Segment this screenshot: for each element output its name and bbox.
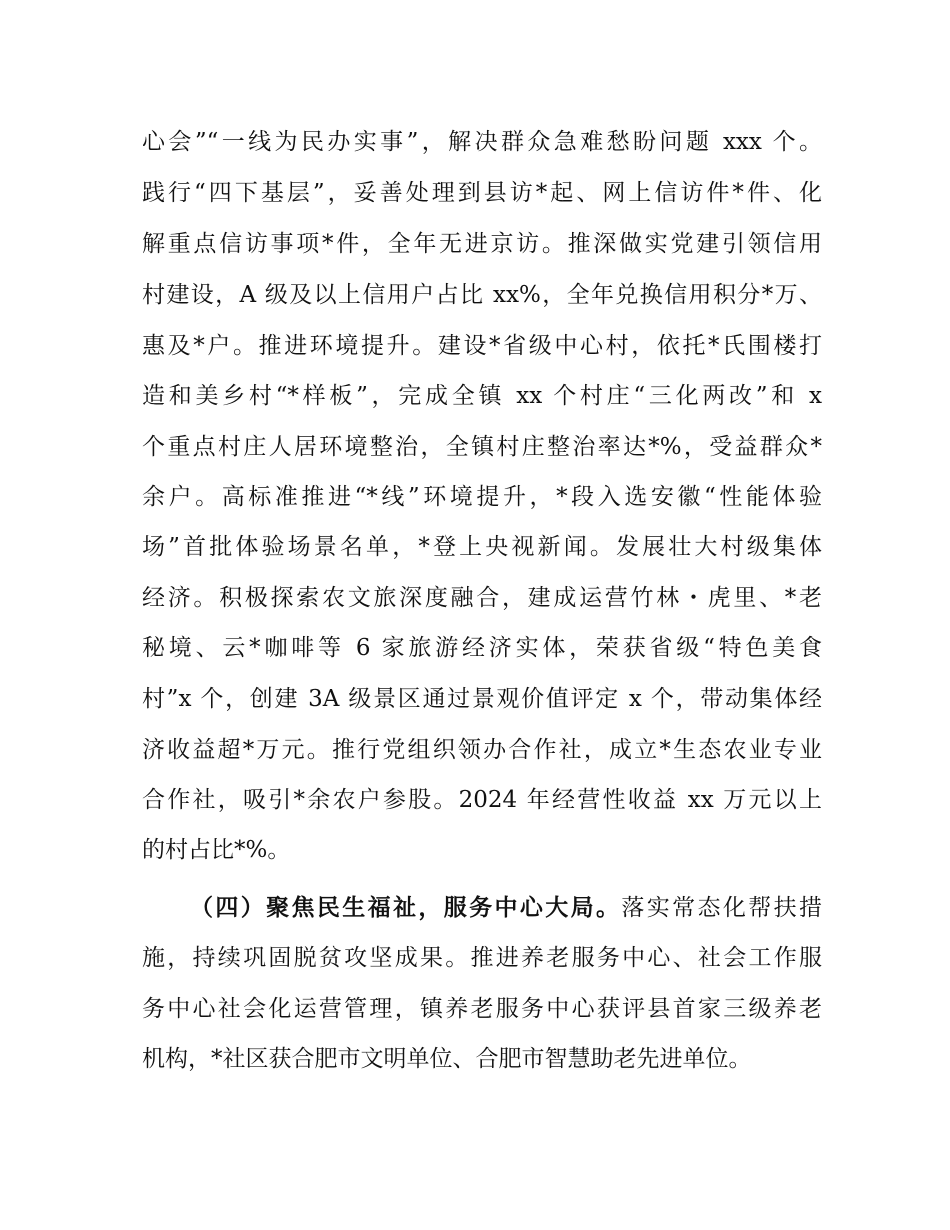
text-line: 余户。高标准推进“*线”环境提升，*段入选安徽“性能体验 [142, 484, 822, 510]
text-line: 秘境、云*咖啡等 6 家旅游经济实体，荣获省级“特色美食 [142, 635, 822, 661]
text-line: 解重点信访事项*件，全年无进京访。推深做实党建引领信用 [142, 231, 822, 257]
text-line: 村”x 个，创建 3A 级景区通过景观价值评定 x 个，带动集体经 [142, 686, 822, 712]
text-line: 的村占比*%。 [142, 837, 291, 863]
text-line: 务中心社会化运营管理，镇养老服务中心获评县首家三级养老 [142, 996, 822, 1022]
section-heading-line [190, 893, 822, 923]
heading-line-rest: 落实常态化帮扶措 [621, 895, 822, 921]
text-line: 济收益超*万元。推行党组织领办合作社，成立*生态农业专业 [142, 737, 822, 763]
text-line: 造和美乡村“*样板”，完成全镇 xx 个村庄“三化两改”和 x [142, 383, 822, 409]
text-line: 心会”“一线为民办实事”，解决群众急难愁盼问题 xxx 个。 [142, 129, 822, 155]
text-line: 村建设，A 级及以上信用户占比 xx%，全年兑换信用积分*万、 [142, 282, 822, 308]
text-line: 施，持续巩固脱贫攻坚成果。推进养老服务中心、社会工作服 [142, 945, 822, 971]
text-line: 机构，*社区获合肥市文明单位、合肥市智慧助老先进单位。 [142, 1046, 752, 1072]
text-line: 惠及*户。推进环境提升。建设*省级中心村，依托*氏围楼打 [142, 333, 822, 359]
text-line: 践行“四下基层”，妥善处理到县访*起、网上信访件*件、化 [142, 180, 822, 206]
text-line: 个重点村庄人居环境整治，全镇村庄整治率达*%，受益群众* [142, 434, 822, 460]
text-line: 合作社，吸引*余农户参股。2024 年经营性收益 xx 万元以上 [142, 787, 822, 813]
text-line: 场”首批体验场景名单，*登上央视新闻。发展壮大村级集体 [142, 534, 822, 560]
section-heading: （四）聚焦民生福祉，服务中心大局。 [190, 894, 622, 921]
text-line: 经济。积极探索农文旅深度融合，建成运营竹林・虎里、*老 [142, 585, 822, 611]
